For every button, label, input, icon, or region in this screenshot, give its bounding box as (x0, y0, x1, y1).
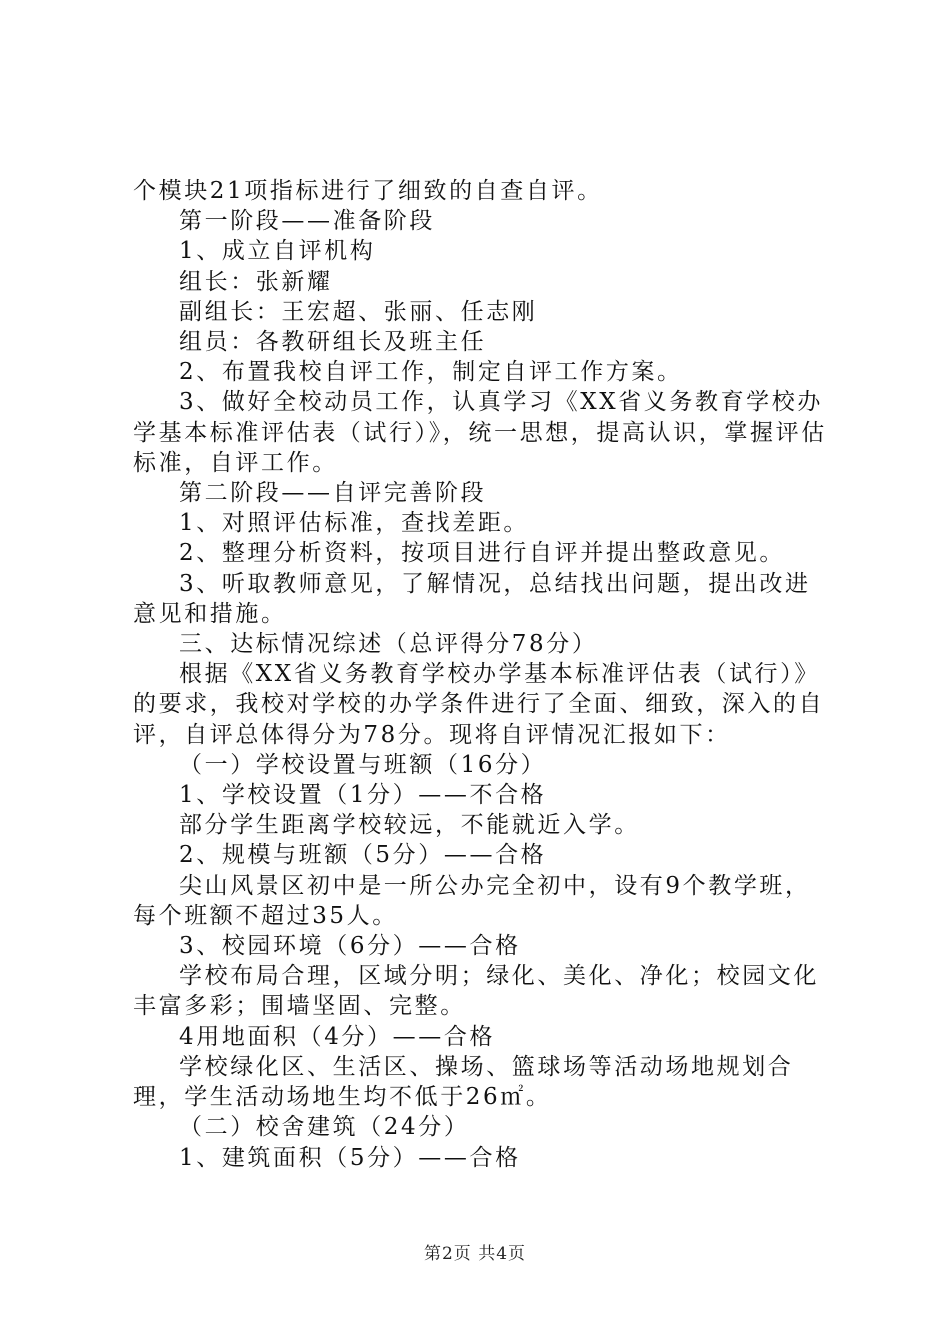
page-footer (0, 1243, 950, 1265)
page-number: 第2页 共4页 (423, 1244, 527, 1264)
section-heading: 三、达标情况综述（总评得分78分） (179, 631, 598, 658)
document-body (133, 176, 833, 1173)
list-item: 3、做好全校动员工作，认真学习《XX省义务教育学校办学基本标准评估表（试行）》，统一思想，提高认识，掌握评估标准，自评工作。 (133, 389, 827, 476)
list-item: 2、布置我校自评工作，制定自评工作方案。 (179, 359, 683, 386)
list-item: 3、听取教师意见，了解情况，总结找出问题，提出改进意见和措施。 (133, 570, 811, 627)
list-item: 1、建筑面积（5分）——合格 (179, 1144, 521, 1171)
section-heading: （二）校舍建筑（24分） (179, 1114, 470, 1141)
list-item: 1、对照评估标准，查找差距。 (179, 510, 530, 537)
paragraph: 尖山风景区初中是一所公办完全初中，设有9个教学班，每个班额不超过35人。 (133, 872, 811, 929)
list-item: 1、学校设置（1分）——不合格 (179, 782, 547, 809)
section-heading: （一）学校设置与班额（16分） (179, 751, 547, 778)
list-item: 2、规模与班额（5分）——合格 (179, 842, 547, 869)
section-heading: 第二阶段——自评完善阶段 (179, 480, 487, 507)
list-item: 1、成立自评机构 (179, 238, 376, 265)
paragraph: 组员：各教研组长及班主任 (179, 329, 487, 356)
section-heading: 第一阶段——准备阶段 (179, 208, 435, 235)
paragraph: 个模块21项指标进行了细致的自查自评。 (133, 178, 603, 204)
list-item: 3、校园环境（6分）——合格 (179, 933, 521, 960)
paragraph: 组长：张新耀 (179, 268, 333, 295)
paragraph: 部分学生距离学校较远，不能就近入学。 (179, 812, 640, 839)
list-item: 4用地面积（4分）——合格 (179, 1023, 496, 1050)
list-item: 2、整理分析资料，按项目进行自评并提出整政意见。 (179, 540, 786, 567)
paragraph: 学校布局合理，区域分明；绿化、美化、净化；校园文化丰富多彩；围墙坚固、完整。 (133, 963, 819, 1020)
paragraph: 学校绿化区、生活区、操场、篮球场等活动场地规划合理，学生活动场地生均不低于26㎡。 (133, 1053, 794, 1111)
paragraph: 副组长：王宏超、张丽、任志刚 (179, 298, 538, 325)
paragraph: 根据《XX省义务教育学校办学基本标准评估表（试行）》的要求，我校对学校的办学条件进行了全面、细致，深入的自评，自评总体得分为78分。现将自评情况汇报如下： (133, 661, 825, 748)
